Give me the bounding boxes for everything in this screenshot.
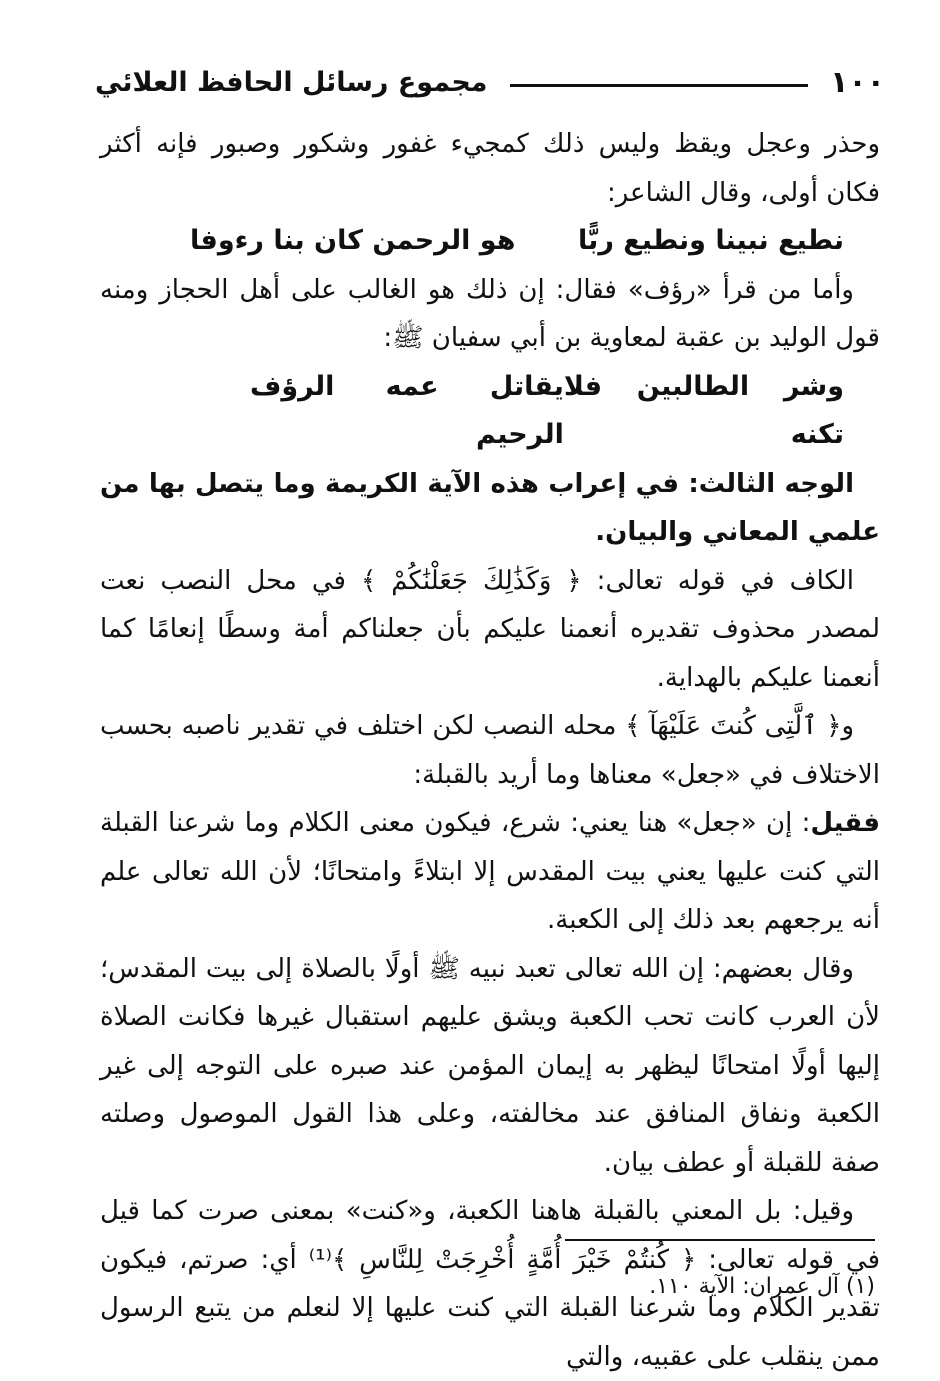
paragraph-8-text-b: أي: صرتم، فيكون تقدير الكلام وما شرعنا القبلة التي كنت عليها إلا لنعلم من يتبع الرسول ممن ينقلب على عقبيه، والتي (100, 1244, 880, 1372)
quran-quote-3: ﴿ كُنتُمْ خَيْرَ أُمَّةٍ أُخْرِجَتْ لِلنَّاسِ ﴾ (331, 1244, 697, 1275)
verse-1-first-hemistich: نطيع نبينا ونطيع ربًّا (578, 225, 844, 256)
running-header (95, 62, 885, 102)
section-heading-rest: : في إعراب هذه الآية الكريمة وما يتصل بها من علمي المعاني والبيان. (100, 468, 880, 547)
quran-quote-1: ﴿ وَكَذَٰلِكَ جَعَلْنَٰكُمْ ﴾ (360, 565, 582, 596)
paragraph-5 (100, 702, 880, 799)
footnote-1: (١) آل عمران: الآية ١١٠. (649, 1274, 875, 1299)
quran-quote-2: ﴿ ٱلَّتِى كُنتَ عَلَيْهَآ ﴾ (625, 711, 842, 741)
paragraph-8-text-a: وقيل: بل المعني بالقبلة هاهنا الكعبة، و«كنت» بمعنى صرت كما قيل في قوله تعالى: (100, 1196, 881, 1275)
paragraph-7: وقال بعضهم: إن الله تعالى تعبد نبيه ﷺ أولًا بالصلاة إلى بيت المقدس؛ لأن العرب كانت تحب الكعبة ويشق عليهم استقبال غيرها فكانت الصلاة إليها أولًا امتحانًا ليظهر به إيمان المؤمن عند صبره على التوجه إلى غير الكعبة ونفاق المنافق عند مخالفته، وعلى هذا القول الموصول وصلته صفة للقبلة أو عطف بيان. (100, 953, 880, 1178)
verse-2-second-hemistich: يقاتل عمه الرؤف الرحيم (250, 370, 564, 450)
page-number: ١٠٠ (830, 64, 885, 100)
paragraph-6-lead: فقيل (810, 808, 880, 838)
book-title: مجموع رسائل الحافظ العلائي (95, 66, 488, 98)
paragraph-4 (100, 557, 880, 703)
paragraph-4-text-a: الكاف في قوله تعالى: (581, 565, 854, 596)
poetry-verse-1 (100, 217, 880, 266)
paragraph-1: وحذر وعجل ويقظ وليس ذلك كمجيء غفور وشكور وصبور فإنه أكثر فكان أولى، وقال الشاعر: (100, 129, 880, 208)
paragraph-6 (100, 799, 880, 945)
footnote-reference[interactable]: ⁽¹⁾ (308, 1244, 332, 1275)
paragraph-6-text: : إن «جعل» هنا يعني: شرع، فيكون معنى الكلام وما شرعنا القبلة التي كنت عليها يعني بيت المقدس إلا ابتلاءً وامتحانًا؛ لأن الله تعالى علم أنه يرجعهم بعد ذلك إلى الكعبة. (100, 808, 880, 935)
header-rule (510, 84, 809, 87)
paragraph-3 (100, 460, 880, 557)
poetry-verse-2 (100, 363, 880, 460)
verse-1-second-hemistich: هو الرحمن كان بنا رءوفا (190, 225, 516, 256)
paragraph-5-text-b: محله النصب لكن اختلف في تقدير ناصبه بحسب الاختلاف في «جعل» معناها وما أريد بالقبلة: (100, 711, 880, 790)
footnote-rule (565, 1239, 875, 1241)
verse-2-first-hemistich: وشر الطالبين فلا تكنه (563, 370, 844, 450)
section-heading: الوجه الثالث (698, 468, 854, 499)
paragraph-5-text-a: و (841, 711, 854, 741)
paragraph-2: وأما من قرأ «رؤف» فقال: إن ذلك هو الغالب على أهل الحجاز ومنه قول الوليد بن عقبة لمعاوية بن أبي سفيان ﷺ: (100, 274, 880, 353)
page-body (100, 120, 880, 1381)
paragraph-4-text-b: في محل النصب نعت لمصدر محذوف تقديره أنعمنا عليكم بأن جعلناكم أمة وسطًا إنعامًا كما أنعمنا عليكم بالهداية. (100, 565, 880, 693)
